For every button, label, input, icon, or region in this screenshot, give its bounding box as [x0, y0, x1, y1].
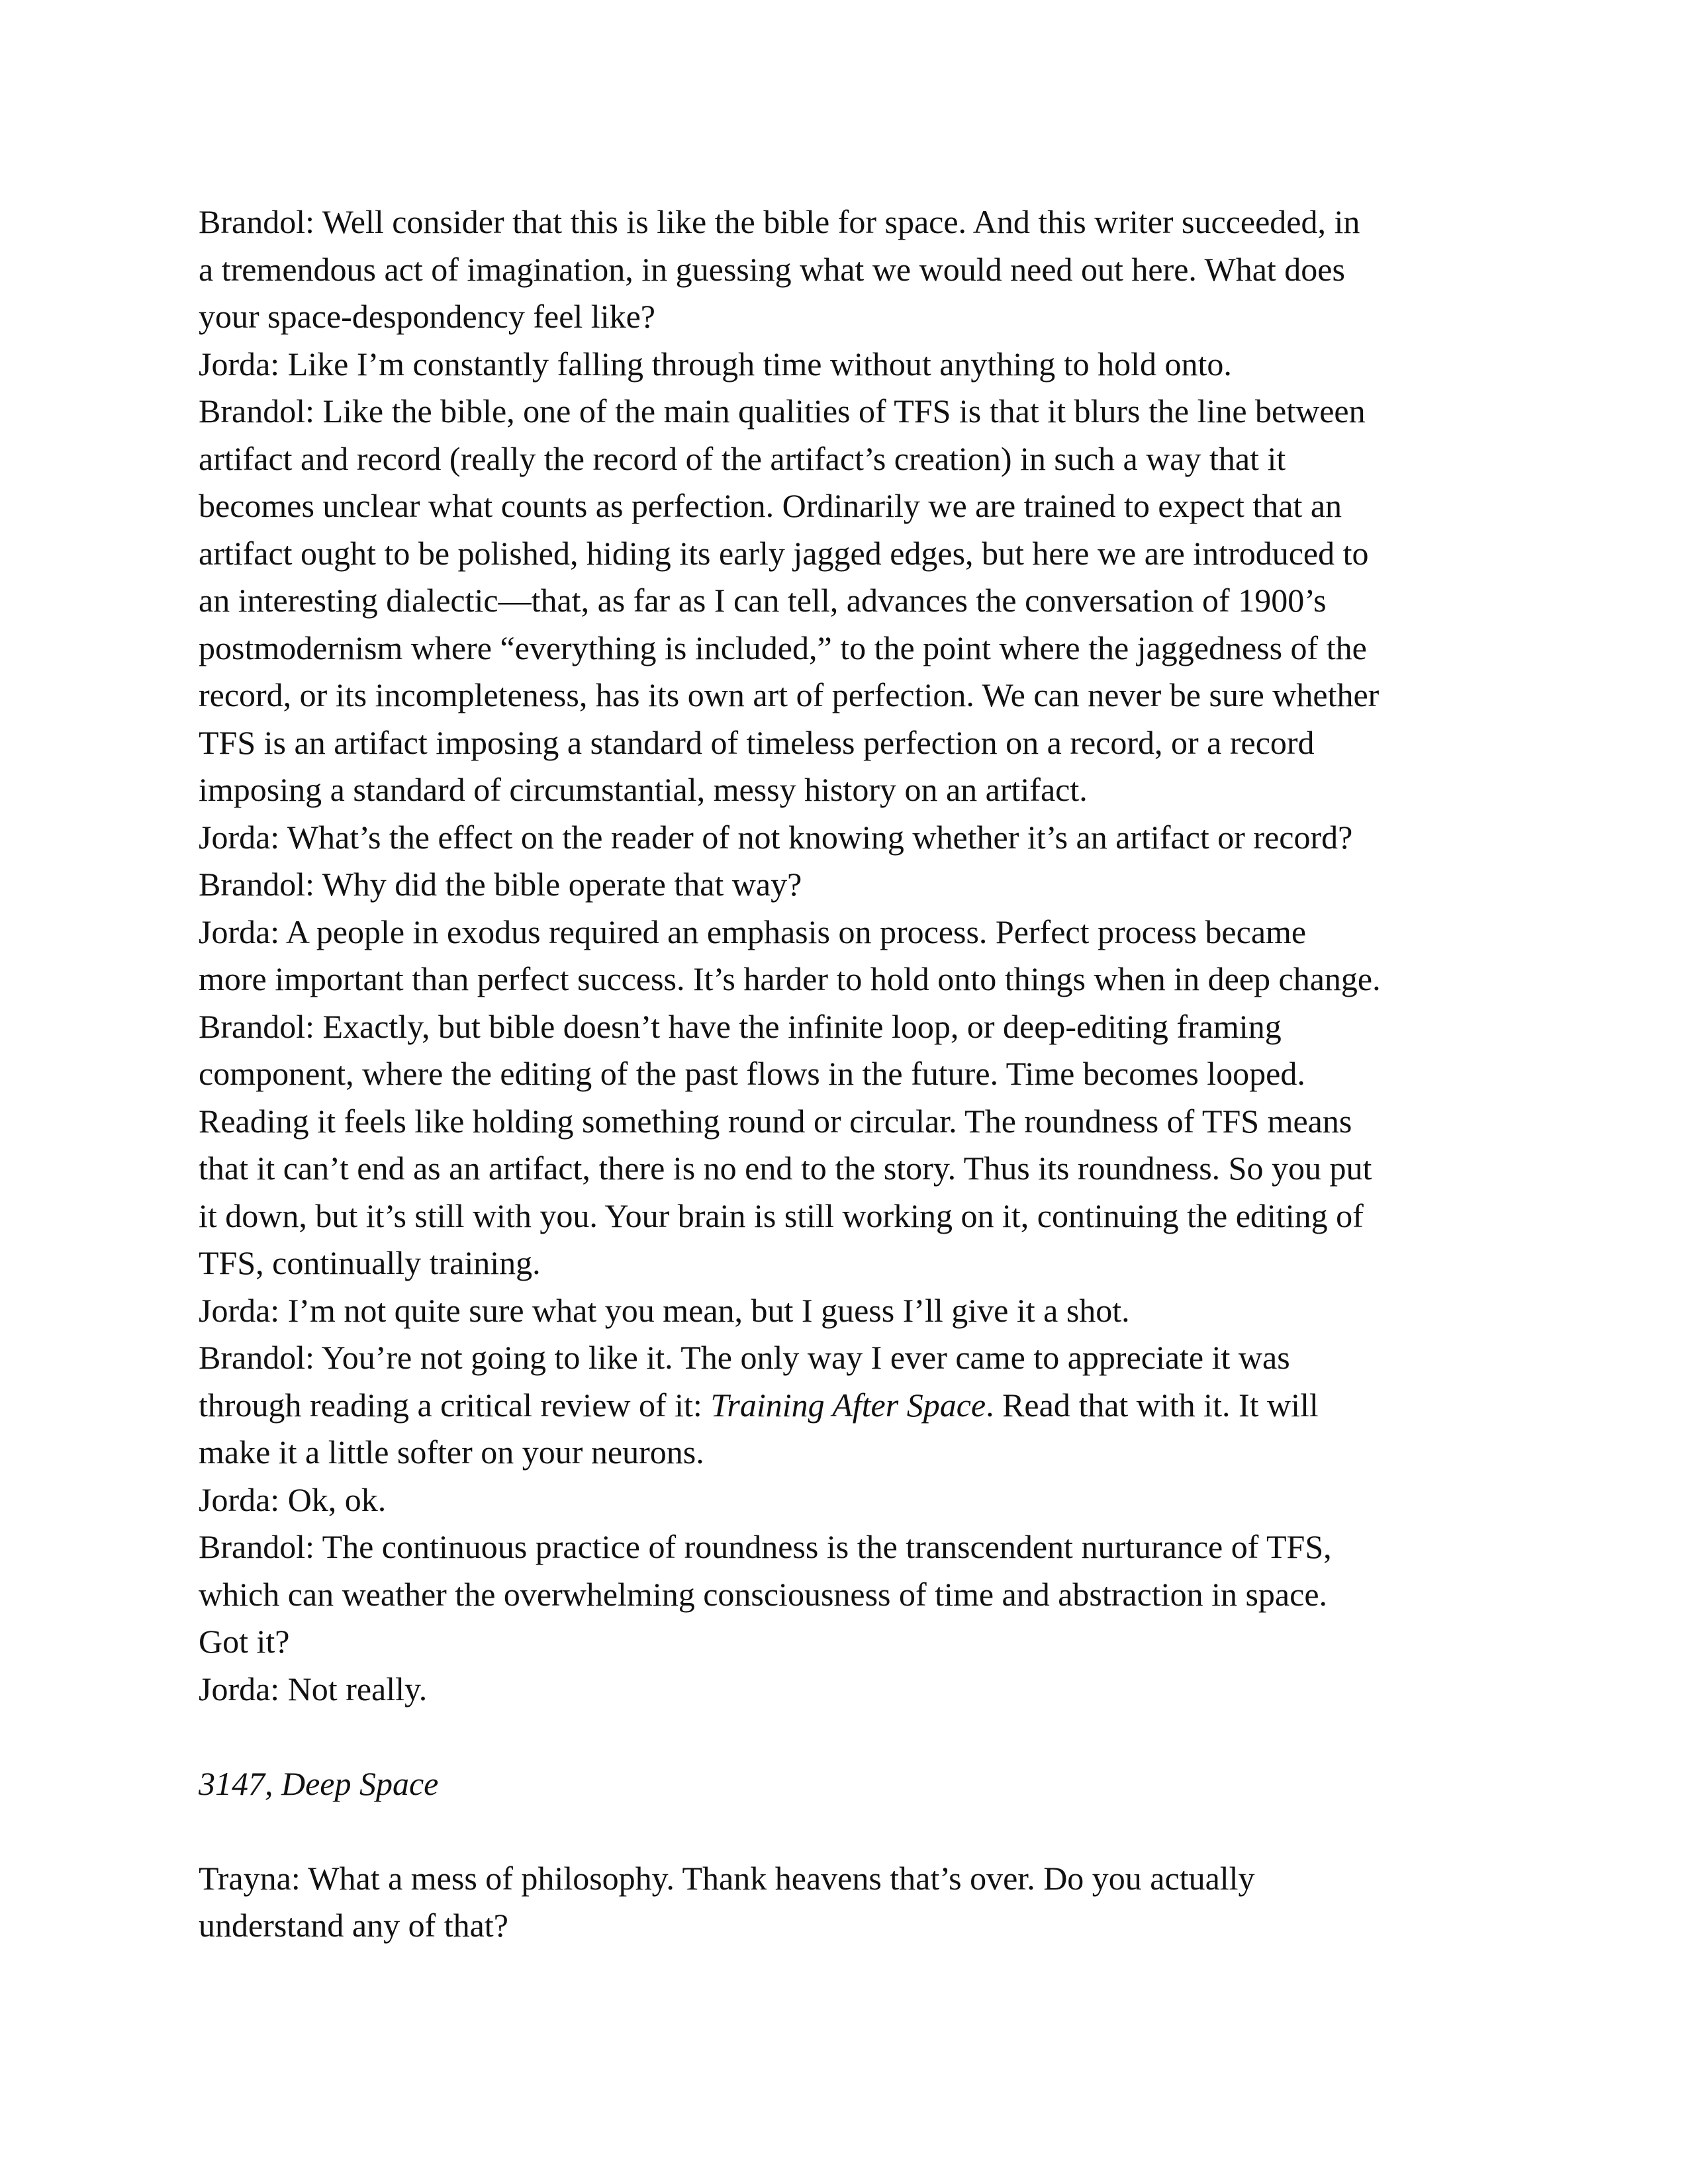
- text-line: an interesting dialectic—that, as far as I can tell, advances the conversation of 1900’s: [199, 582, 1327, 619]
- blank-line: [199, 1807, 1496, 1855]
- text-line: Brandol: The continuous practice of roundness is the transcendent nurturance of TFS,: [199, 1528, 1332, 1565]
- text-line: Brandol: Well consider that this is like the bible for space. And this writer succeeded, in: [199, 203, 1360, 240]
- text-line: Jorda: Ok, ok.: [199, 1480, 387, 1518]
- text-line: a tremendous act of imagination, in guessing what we would need out here. What does: [199, 250, 1345, 288]
- text-line: Jorda: What’s the effect on the reader of not knowing whether it’s an artifact or record?: [199, 818, 1353, 856]
- text-line: Brandol: Like the bible, one of the main qualities of TFS is that it blurs the line between: [199, 392, 1366, 430]
- text-line: imposing a standard of circumstantial, messy history on an artifact.: [199, 771, 1088, 808]
- text-line: Jorda: I’m not quite sure what you mean, but I guess I’ll give it a shot.: [199, 1291, 1130, 1329]
- text-line: which can weather the overwhelming consciousness of time and abstraction in space.: [199, 1575, 1328, 1613]
- text-line: becomes unclear what counts as perfection. Ordinarily we are trained to expect that an: [199, 487, 1342, 524]
- text-line: understand any of that?: [199, 1907, 508, 1944]
- text-line: TFS, continually training.: [199, 1244, 541, 1281]
- text-line: Jorda: Like I’m constantly falling through time without anything to hold onto.: [199, 345, 1232, 383]
- text-line: that it can’t end as an artifact, there is no end to the story. Thus its roundness. So you put: [199, 1150, 1372, 1187]
- text-line: artifact ought to be polished, hiding its early jagged edges, but here we are introduced to: [199, 534, 1369, 572]
- text-line: Jorda: Not really.: [199, 1670, 428, 1707]
- text-line: artifact and record (really the record of the artifact’s creation) in such a way that it: [199, 439, 1286, 477]
- text-line: postmodernism where “everything is included,” to the point where the jaggedness of the: [199, 629, 1367, 666]
- blank-line: [199, 1713, 1496, 1760]
- text-line: your space-despondency feel like?: [199, 298, 655, 335]
- text-line: record, or its incompleteness, has its own art of perfection. We can never be sure whether: [199, 676, 1380, 713]
- text-line: Jorda: A people in exodus required an emphasis on process. Perfect process became: [199, 913, 1307, 950]
- review-title: Training After Space: [710, 1386, 986, 1424]
- review-line: [199, 1382, 1496, 1430]
- text-line: Brandol: Exactly, but bible doesn’t have the infinite loop, or deep-editing framing: [199, 1007, 1282, 1045]
- text-line: make it a little softer on your neurons.: [199, 1433, 704, 1471]
- document-text: [199, 199, 1496, 1950]
- text-line: Got it?: [199, 1623, 290, 1660]
- text-line: more important than perfect success. It’s harder to hold onto things when in deep change.: [199, 960, 1381, 997]
- section-heading: 3147, Deep Space: [199, 1764, 439, 1802]
- text-line: component, where the editing of the past flows in the future. Time becomes looped.: [199, 1055, 1305, 1092]
- text-line: Brandol: Why did the bible operate that way?: [199, 866, 802, 903]
- text-line: Reading it feels like holding something round or circular. The roundness of TFS means: [199, 1102, 1352, 1140]
- text-line: it down, but it’s still with you. Your brain is still working on it, continuing the editing of: [199, 1197, 1364, 1234]
- text-line: Trayna: What a mess of philosophy. Thank heavens that’s over. Do you actually: [199, 1859, 1255, 1897]
- text-line: Brandol: You’re not going to like it. The only way I ever came to appreciate it was: [199, 1339, 1290, 1376]
- review-line-before: through reading a critical review of it:: [199, 1386, 711, 1424]
- review-line-after: . Read that with it. It will: [986, 1386, 1319, 1424]
- text-line: TFS is an artifact imposing a standard of timeless perfection on a record, or a record: [199, 723, 1315, 761]
